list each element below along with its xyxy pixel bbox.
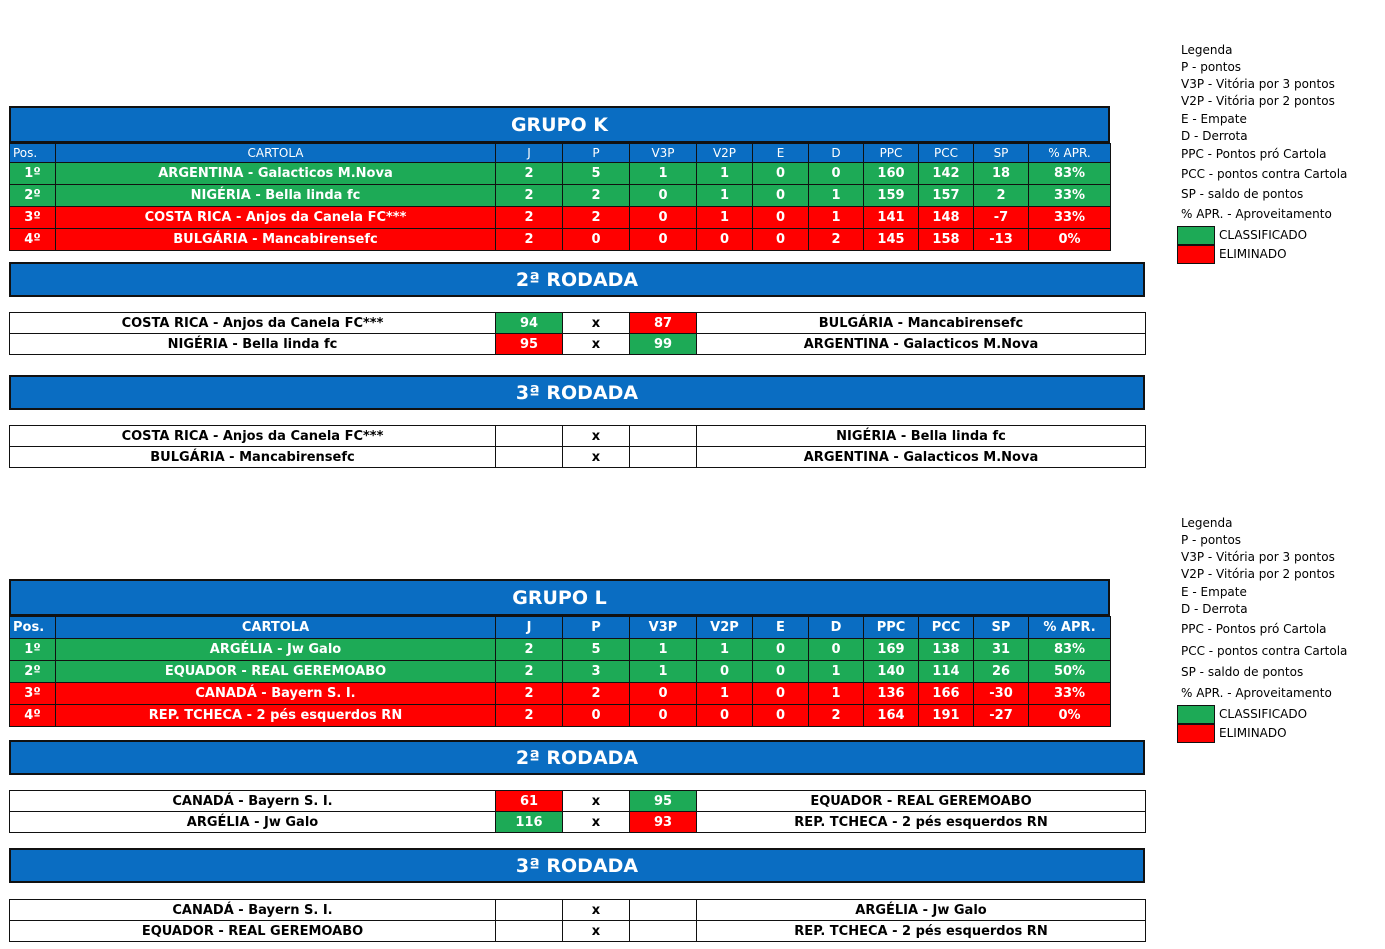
away-score [630, 426, 697, 447]
header-v3p: V3P [630, 144, 697, 163]
cell-d: 0 [809, 639, 864, 661]
cell-d: 1 [809, 185, 864, 207]
table-row [10, 705, 1111, 727]
cell-ppc: 160 [864, 163, 919, 185]
header-pcc: PCC [919, 617, 974, 639]
cell-j: 2 [496, 229, 563, 251]
away-team: ARGENTINA - Galacticos M.Nova [697, 334, 1146, 355]
match-row [10, 791, 1146, 812]
table-row [10, 229, 1111, 251]
legend-title: Legenda [1181, 43, 1233, 57]
home-score: 95 [496, 334, 563, 355]
round-2-matches [9, 312, 1146, 355]
legend-item: PPC - Pontos pró Cartola [1181, 147, 1327, 161]
header-v3p: V3P [630, 617, 697, 639]
cell-v3p: 0 [630, 229, 697, 251]
legend-eliminated [1181, 724, 1347, 743]
legend-item: E - Empate [1181, 112, 1247, 126]
cell-p: 2 [563, 185, 630, 207]
cell-v2p: 1 [697, 639, 753, 661]
match-row [10, 921, 1146, 942]
cell-p: 2 [563, 207, 630, 229]
header-e: E [753, 617, 809, 639]
header-e: E [753, 144, 809, 163]
cell-d: 1 [809, 207, 864, 229]
home-team: COSTA RICA - Anjos da Canela FC*** [10, 313, 496, 334]
cell-e: 0 [753, 661, 809, 683]
standings-header [10, 144, 1111, 163]
versus: x [563, 812, 630, 833]
legend-item: PCC - pontos contra Cartola [1181, 167, 1348, 181]
cell-v2p: 0 [697, 661, 753, 683]
legend-item: V2P - Vitória por 2 pontos [1181, 567, 1335, 581]
home-team: COSTA RICA - Anjos da Canela FC*** [10, 426, 496, 447]
away-team: BULGÁRIA - Mancabirensefc [697, 313, 1146, 334]
legend-item: SP - saldo de pontos [1181, 665, 1304, 679]
table-row [10, 661, 1111, 683]
legend-item: % APR. - Aproveitamento [1181, 207, 1332, 221]
group-title: GRUPO K [9, 106, 1110, 143]
position: 4º [10, 705, 56, 727]
position: 1º [10, 163, 56, 185]
position: 2º [10, 185, 56, 207]
cell-sp: -30 [974, 683, 1029, 705]
cell-e: 0 [753, 683, 809, 705]
cell-e: 0 [753, 639, 809, 661]
cell-pcc: 157 [919, 185, 974, 207]
round-2-matches [9, 790, 1146, 833]
team-name: REP. TCHECA - 2 pés esquerdos RN [56, 705, 496, 727]
header-v2p: V2P [697, 144, 753, 163]
cell-apr: 0% [1029, 229, 1111, 251]
team-name: COSTA RICA - Anjos da Canela FC*** [56, 207, 496, 229]
legend-item: E - Empate [1181, 585, 1247, 599]
match-row [10, 812, 1146, 833]
cell-e: 0 [753, 207, 809, 229]
classified-label: CLASSIFICADO [1219, 707, 1308, 721]
header-d: D [809, 617, 864, 639]
header-p: P [563, 617, 630, 639]
header-pos: Pos. [10, 617, 56, 639]
cell-pcc: 142 [919, 163, 974, 185]
legend-eliminated [1181, 245, 1347, 264]
position: 1º [10, 639, 56, 661]
legend-item: D - Derrota [1181, 129, 1248, 143]
away-score [630, 900, 697, 921]
cell-ppc: 169 [864, 639, 919, 661]
away-score: 93 [630, 812, 697, 833]
versus: x [563, 334, 630, 355]
cell-j: 2 [496, 705, 563, 727]
versus: x [563, 900, 630, 921]
standings-table [9, 143, 1111, 251]
team-name: BULGÁRIA - Mancabirensefc [56, 229, 496, 251]
versus: x [563, 447, 630, 468]
match-row [10, 426, 1146, 447]
cell-pcc: 158 [919, 229, 974, 251]
cell-pcc: 114 [919, 661, 974, 683]
cell-j: 2 [496, 207, 563, 229]
cell-d: 1 [809, 683, 864, 705]
header-ppc: PPC [864, 144, 919, 163]
group-title: GRUPO L [9, 579, 1110, 616]
away-team: REP. TCHECA - 2 pés esquerdos RN [697, 921, 1146, 942]
table-row [10, 683, 1111, 705]
match-row [10, 900, 1146, 921]
cell-v2p: 1 [697, 185, 753, 207]
legend-item: P - pontos [1181, 533, 1242, 547]
home-team: CANADÁ - Bayern S. I. [10, 791, 496, 812]
team-name: EQUADOR - REAL GEREMOABO [56, 661, 496, 683]
away-team: REP. TCHECA - 2 pés esquerdos RN [697, 812, 1146, 833]
home-score [496, 447, 563, 468]
cell-p: 5 [563, 163, 630, 185]
cell-d: 2 [809, 229, 864, 251]
legend-item: PPC - Pontos pró Cartola [1181, 622, 1327, 636]
cell-apr: 83% [1029, 639, 1111, 661]
cell-sp: 31 [974, 639, 1029, 661]
away-team: ARGENTINA - Galacticos M.Nova [697, 447, 1146, 468]
header-ppc: PPC [864, 617, 919, 639]
cell-v2p: 0 [697, 705, 753, 727]
header-sp: SP [974, 144, 1029, 163]
cell-d: 1 [809, 661, 864, 683]
classified-swatch [1177, 705, 1215, 724]
team-name: ARGÉLIA - Jw Galo [56, 639, 496, 661]
home-score: 94 [496, 313, 563, 334]
cell-apr: 33% [1029, 207, 1111, 229]
cell-p: 2 [563, 683, 630, 705]
cell-v2p: 1 [697, 207, 753, 229]
standings-header [10, 617, 1111, 639]
home-team: BULGÁRIA - Mancabirensefc [10, 447, 496, 468]
legend-item: % APR. - Aproveitamento [1181, 686, 1332, 700]
header-j: J [496, 617, 563, 639]
team-name: CANADÁ - Bayern S. I. [56, 683, 496, 705]
table-row [10, 163, 1111, 185]
header-v2p: V2P [697, 617, 753, 639]
cell-e: 0 [753, 229, 809, 251]
classified-swatch [1177, 226, 1215, 245]
versus: x [563, 313, 630, 334]
team-name: NIGÉRIA - Bella linda fc [56, 185, 496, 207]
cell-sp: 2 [974, 185, 1029, 207]
position: 3º [10, 207, 56, 229]
cell-p: 3 [563, 661, 630, 683]
header-j: J [496, 144, 563, 163]
cell-pcc: 191 [919, 705, 974, 727]
legend-item: V2P - Vitória por 2 pontos [1181, 94, 1335, 108]
classified-label: CLASSIFICADO [1219, 228, 1308, 242]
position: 2º [10, 661, 56, 683]
home-team: ARGÉLIA - Jw Galo [10, 812, 496, 833]
round-2-title: 2ª RODADA [9, 262, 1145, 297]
cell-apr: 33% [1029, 683, 1111, 705]
cell-e: 0 [753, 163, 809, 185]
home-score [496, 426, 563, 447]
round-3-title: 3ª RODADA [9, 375, 1145, 410]
position: 4º [10, 229, 56, 251]
home-team: CANADÁ - Bayern S. I. [10, 900, 496, 921]
cell-pcc: 138 [919, 639, 974, 661]
cell-v3p: 0 [630, 683, 697, 705]
cell-d: 2 [809, 705, 864, 727]
position: 3º [10, 683, 56, 705]
cell-apr: 50% [1029, 661, 1111, 683]
legend-title: Legenda [1181, 516, 1233, 530]
match-row [10, 313, 1146, 334]
header-apr: % APR. [1029, 617, 1111, 639]
cell-sp: 26 [974, 661, 1029, 683]
versus: x [563, 921, 630, 942]
table-row [10, 639, 1111, 661]
cell-ppc: 145 [864, 229, 919, 251]
header-cartola: CARTOLA [56, 144, 496, 163]
legend-classified [1181, 226, 1347, 245]
legend [1181, 515, 1347, 743]
cell-v3p: 0 [630, 705, 697, 727]
cell-e: 0 [753, 705, 809, 727]
eliminated-swatch [1177, 245, 1215, 264]
cell-v3p: 1 [630, 639, 697, 661]
header-cartola: CARTOLA [56, 617, 496, 639]
home-score [496, 921, 563, 942]
cell-j: 2 [496, 661, 563, 683]
away-score [630, 447, 697, 468]
cell-j: 2 [496, 683, 563, 705]
eliminated-label: ELIMINADO [1219, 726, 1287, 740]
cell-p: 0 [563, 705, 630, 727]
home-score: 61 [496, 791, 563, 812]
round-3-matches [9, 425, 1146, 468]
away-score: 87 [630, 313, 697, 334]
away-score: 99 [630, 334, 697, 355]
cell-pcc: 148 [919, 207, 974, 229]
cell-apr: 33% [1029, 185, 1111, 207]
cell-j: 2 [496, 639, 563, 661]
legend-item: P - pontos [1181, 60, 1242, 74]
cell-sp: -27 [974, 705, 1029, 727]
cell-sp: -13 [974, 229, 1029, 251]
round-2-title: 2ª RODADA [9, 740, 1145, 775]
cell-pcc: 166 [919, 683, 974, 705]
legend-item: V3P - Vitória por 3 pontos [1181, 550, 1335, 564]
legend-item: SP - saldo de pontos [1181, 187, 1304, 201]
cell-v3p: 0 [630, 207, 697, 229]
cell-p: 0 [563, 229, 630, 251]
away-team: EQUADOR - REAL GEREMOABO [697, 791, 1146, 812]
legend [1181, 42, 1347, 264]
standings-table [9, 616, 1111, 727]
table-row [10, 185, 1111, 207]
away-team: ARGÉLIA - Jw Galo [697, 900, 1146, 921]
round-3-matches [9, 899, 1146, 942]
cell-ppc: 136 [864, 683, 919, 705]
cell-ppc: 159 [864, 185, 919, 207]
cell-v2p: 1 [697, 683, 753, 705]
cell-ppc: 140 [864, 661, 919, 683]
team-name: ARGENTINA - Galacticos M.Nova [56, 163, 496, 185]
cell-apr: 83% [1029, 163, 1111, 185]
away-score: 95 [630, 791, 697, 812]
cell-ppc: 164 [864, 705, 919, 727]
home-score: 116 [496, 812, 563, 833]
legend-item: D - Derrota [1181, 602, 1248, 616]
cell-j: 2 [496, 163, 563, 185]
legend-item: PCC - pontos contra Cartola [1181, 644, 1348, 658]
home-team: EQUADOR - REAL GEREMOABO [10, 921, 496, 942]
home-team: NIGÉRIA - Bella linda fc [10, 334, 496, 355]
match-row [10, 334, 1146, 355]
versus: x [563, 791, 630, 812]
cell-ppc: 141 [864, 207, 919, 229]
cell-e: 0 [753, 185, 809, 207]
cell-sp: -7 [974, 207, 1029, 229]
header-sp: SP [974, 617, 1029, 639]
header-apr: % APR. [1029, 144, 1111, 163]
header-pcc: PCC [919, 144, 974, 163]
group-k [0, 0, 1385, 470]
cell-apr: 0% [1029, 705, 1111, 727]
cell-v3p: 0 [630, 185, 697, 207]
header-pos: Pos. [10, 144, 56, 163]
cell-d: 0 [809, 163, 864, 185]
match-row [10, 447, 1146, 468]
cell-v3p: 1 [630, 163, 697, 185]
away-team: NIGÉRIA - Bella linda fc [697, 426, 1146, 447]
table-row [10, 207, 1111, 229]
cell-v2p: 1 [697, 163, 753, 185]
versus: x [563, 426, 630, 447]
legend-item: V3P - Vitória por 3 pontos [1181, 77, 1335, 91]
cell-v2p: 0 [697, 229, 753, 251]
header-d: D [809, 144, 864, 163]
round-3-title: 3ª RODADA [9, 848, 1145, 883]
eliminated-swatch [1177, 724, 1215, 743]
legend-classified [1181, 705, 1347, 724]
away-score [630, 921, 697, 942]
cell-v3p: 1 [630, 661, 697, 683]
cell-p: 5 [563, 639, 630, 661]
group-l [0, 475, 1385, 945]
cell-j: 2 [496, 185, 563, 207]
header-p: P [563, 144, 630, 163]
eliminated-label: ELIMINADO [1219, 247, 1287, 261]
home-score [496, 900, 563, 921]
cell-sp: 18 [974, 163, 1029, 185]
